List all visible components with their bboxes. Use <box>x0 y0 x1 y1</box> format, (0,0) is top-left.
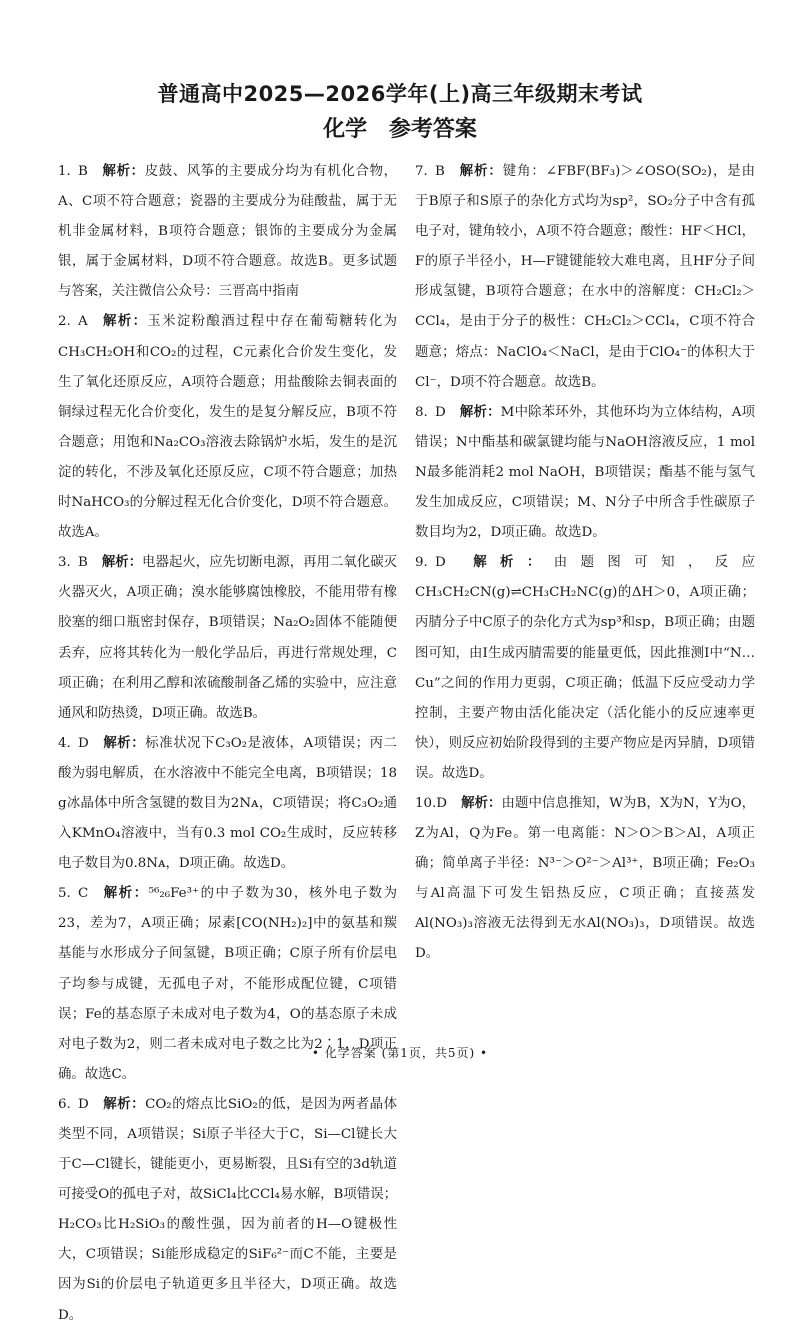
answer-item-9: 9. D 解析：由题图可知，反应CH₃CH₂CN(g)⇌CH₃CH₂NC(g)的ΔH＞0，A项正确；丙腈分子中C原子的杂化方式为sp³和sp，B项正确；由题图可知，由Ⅰ生成丙腈需要的能量更低，因此推测Ⅰ中“N…Cu”之间的作用力更弱，C项正确；低温下反应受动力学控制，主要产物由活化能决定（活化能小的反应速率更快），则反应初始阶段得到的主要产物应是丙异腈，D项错误。故选D。 <box>415 555 756 781</box>
page-footer: • 化学答案 (第1页，共5页) • <box>311 1046 489 1060</box>
answer-item-5: 5. C 解析：⁵⁶₂₆Fe³⁺的中子数为30，核外电子数为23，差为7，A项正确；尿素[CO(NH₂)₂]中的氨基和羰基能与水形成分子间氢键，B项正确；C原子所有价层电子均参与成键，无孤电子对，不能形成配位键，C项错误；Fe的基态原子未成对电子数为4，O的基态原子未成对电子数为2，则二者未成对电子数之比为2∶1，D项正确。故选C。 <box>58 886 398 1082</box>
left-column <box>58 157 397 1331</box>
page-subtitle: 化学 参考答案 <box>323 117 477 142</box>
answer-item-7: 7. B 解析：键角：∠FBF(BF₃)＞∠OSO(SO₂)，是由于B原子和S原子的杂化方式均为sp²，SO₂分子中含有孤电子对，键角较小，A项不符合题意；酸性：HF＜HCl，F的原子半径小，H—F键键能较大难电离，且HF分子间形成氢键，B项符合题意；在水中的溶解度：CH₂Cl₂＞CCl₄，是由于分子的极性：CH₂Cl₂＞CCl₄，C项不符合题意；熔点：NaClO₄＜NaCl，是由于ClO₄⁻的体积大于Cl⁻，D项不符合题意。故选B。 <box>415 164 755 390</box>
answer-item-8: 8. D 解析：M中除苯环外，其他环均为立体结构，A项错误；N中酯基和碳氯键均能与NaOH溶液反应，1 mol N最多能消耗2 mol NaOH，B项错误；酯基不能与氢气发生加成反应，C项错误；M、N分子中所含手性碳原子数目均为2，D项正确。故选D。 <box>415 404 756 541</box>
answer-item-10: 10.D 解析：由题中信息推知，W为B，X为N，Y为O，Z为Al，Q为Fe。第一电离能：N＞O＞B＞Al，A项正确；简单离子半径：N³⁻＞O²⁻＞Al³⁺，B项正确；Fe₂O₃与Al高温下可发生铝热反应，C项正确；直接蒸发Al(NO₃)₃溶液无法得到无水Al(NO₃)₃，D项错误。故选D。 <box>415 795 756 962</box>
answer-item-2: 2. A 解析：玉米淀粉酿酒过程中存在葡萄糖转化为CH₃CH₂OH和CO₂的过程，C元素化合价发生变化，发生了氧化还原反应，A项符合题意；用盐酸除去铜表面的铜绿过程无化合价变化，发生的是复分解反应，B项不符合题意；用饱和Na₂CO₃溶液去除锅炉水垢，发生的是沉淀的转化，不涉及氧化还原反应，C项不符合题意；加热时NaHCO₃的分解过程无化合价变化，D项不符合题意。故选A。 <box>58 314 398 541</box>
answer-item-6: 6. D 解析：CO₂的熔点比SiO₂的低，是因为两者晶体类型不同，A项错误；Si原子半径大于C，Si—Cl键长大于C—Cl键长，键能更小，更易断裂，且Si有空的3d轨道可接受O的孤电子对，故SiCl₄比CCl₄易水解，B项错误；H₂CO₃比H₂SiO₃的酸性强，因为前者的H—O键极性大，C项错误；Si能形成稳定的SiF₆²⁻而C不能，主要是因为Si的价层电子轨道更多且半径大，D项正确。故选D。 <box>58 1096 397 1323</box>
right-column <box>415 157 755 970</box>
page-title: 普通高中2025—2026学年(上)高三年级期末考试 <box>157 82 643 106</box>
answer-item-4: 4. D 解析：标准状况下C₃O₂是液体，A项错误；丙二酸为弱电解质，在水溶液中不能完全电离，B项错误；18 g冰晶体中所含氢键的数目为2Nᴀ，C项错误；将C₃O₂通入KMnO₄溶液中，当有0.3 mol CO₂生成时，反应转移电子数目为0.8Nᴀ，D项正确。故选D。 <box>58 735 398 872</box>
answer-item-1: 1. B 解析：皮鼓、风筝的主要成分均为有机化合物，A、C项不符合题意；瓷器的主要成分为硅酸盐，属于无机非金属材料，B项符合题意；银饰的主要成分为金属银，属于金属材料，D项不符合题意。故选B。更多试题与答案，关注微信公众号：三晋高中指南 <box>58 164 398 300</box>
answer-item-3: 3. B 解析：电器起火，应先切断电源，再用二氧化碳灭火器灭火，A项正确；溴水能够腐蚀橡胶，不能用带有橡胶塞的细口瓶密封保存，B项错误；Na₂O₂固体不能随便丢弃，应将其转化为一般化学品后，再进行常规处理，C项正确；在利用乙醇和浓硫酸制备乙烯的实验中，应注意通风和防热烫，D项正确。故选B。 <box>58 555 398 721</box>
